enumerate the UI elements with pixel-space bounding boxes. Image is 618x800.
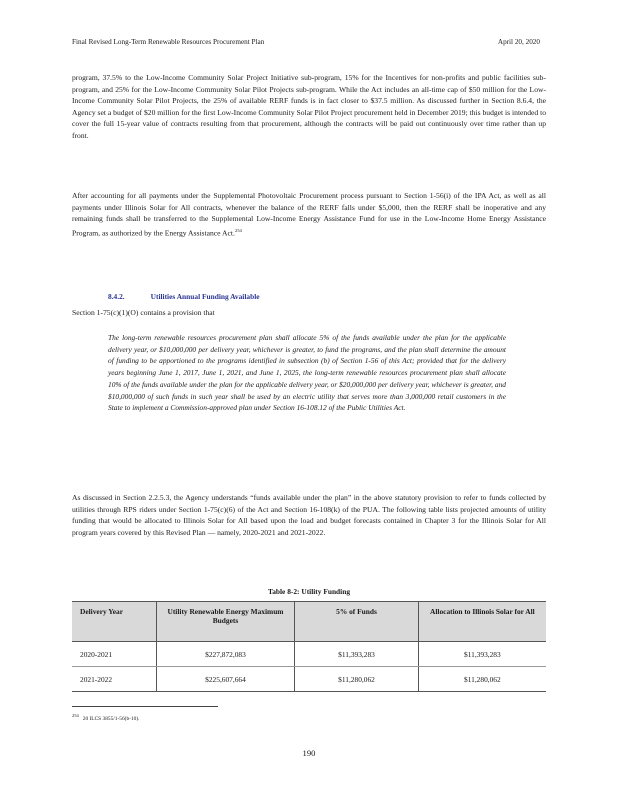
header-title: Final Revised Long-Term Renewable Resources Procurement Plan	[72, 38, 265, 46]
footnote-text: 20 ILCS 3855/1-56(b-10).	[82, 715, 140, 722]
page-header	[72, 38, 540, 50]
cell-five-percent: $11,280,062	[295, 667, 418, 692]
statutory-quote: The long-term renewable resources procurement plan shall allocate 5% of the funds available under the plan for the applicable delivery year, or $10,000,000 per delivery year, whichever is greater, to fund the programs, and the plan shall determine the amount of funding to be apportioned to the programs identified in subsection (b) of Section 1-56 of this Act; provided that for the delivery years beginning June 1, 2017, June 1, 2021, and June 1, 2025, the long-term renewable resources procurement plan shall allocate 10% of the funds available under the plan for the applicable delivery year, or $20,000,000 per delivery year, whichever is greater, and $10,000,000 of such funds in such year shall be used by an electric utility that serves more than 3,000,000 retail customers in the State to implement a Commission-approved plan under Section 16-108.12 of the Public Utilities Act.	[108, 333, 506, 413]
header-date: April 20, 2020	[497, 38, 540, 46]
table-row	[72, 667, 546, 692]
footnote-number: 254	[72, 713, 79, 718]
paragraph-rerf	[72, 190, 546, 239]
cell-five-percent: $11,393,283	[295, 642, 418, 667]
section-heading	[108, 292, 286, 301]
cell-delivery-year: 2021-2022	[72, 667, 156, 692]
footnote-reference[interactable]: 254	[234, 227, 242, 233]
header-max-budgets: Utility Renewable Energy Maximum Budgets	[156, 602, 295, 642]
cell-delivery-year: 2020-2021	[72, 642, 156, 667]
cell-allocation: $11,280,062	[418, 667, 546, 692]
table-header-row	[72, 602, 546, 642]
paragraph-allocation: program, 37.5% to the Low-Income Community Solar Project Initiative sub-program, 15% for the Incentives for non-profits and public facilities sub-program, and 25% for the Low-Income Community Solar Pilot Projects sub-program. While the Act includes an all-time cap of $50 million for the Low-Income Community Solar Pilot Projects, the 25% of available RERF funds is in fact closer to $37.5 million. As discussed further in Section 8.6.4, the Agency set a budget of $20 million for the first Low-Income Community Solar Pilot Project procurement held in December 2019; this budget is intended to cover the full 15-year value of contracts resulting from that procurement, although the contracts will be paid out continuously over time rather than up front.	[72, 73, 546, 140]
paragraph-rerf-text: After accounting for all payments under the Supplemental Photovoltaic Procurement process pursuant to Section 1-56(i) of the IPA Act, as well as all payments under Illinois Solar for All contracts, whenever the balance of the RERF falls under $5,000, then the RERF shall be inoperative and any remaining funds shall be transferred to the Supplemental Low-Income Energy Assistance Fund for use in the Low-Income Home Energy Assistance Program, as authorized by the Energy Assistance Act.	[72, 191, 546, 238]
cell-max-budget: $225,607,664	[156, 667, 295, 692]
cell-allocation: $11,393,283	[418, 642, 546, 667]
section-title: Utilities Annual Funding Available	[150, 292, 260, 301]
footnote-divider	[72, 706, 218, 707]
paragraph-funds-available: As discussed in Section 2.2.5.3, the Agency understands “funds available under the plan” in the above statutory provision to refer to funds collected by utilities through RPS riders under Section 1-75(c)(6) of the Act and Section 16-108(k) of the PUA. The following table lists projected amounts of utility funding that would be allocated to Illinois Solar for All based upon the load and budget forecasts contained in Chapter 3 for the Illinois Solar for All program years covered by this Revised Plan — namely, 2020-2021 and 2021-2022.	[72, 493, 546, 537]
table-row	[72, 642, 546, 667]
section-number: 8.4.2.	[108, 292, 125, 301]
footnote	[72, 713, 140, 722]
header-delivery-year: Delivery Year	[72, 602, 156, 642]
table-title: Table 8-2: Utility Funding	[267, 587, 351, 596]
utility-funding-table	[72, 601, 546, 692]
page-number: 190	[302, 748, 316, 758]
quote-intro: Section 1-75(c)(1)(O) contains a provision that	[72, 308, 215, 317]
cell-max-budget: $227,872,083	[156, 642, 295, 667]
header-allocation: Allocation to Illinois Solar for All	[418, 602, 546, 642]
header-five-percent: 5% of Funds	[295, 602, 418, 642]
